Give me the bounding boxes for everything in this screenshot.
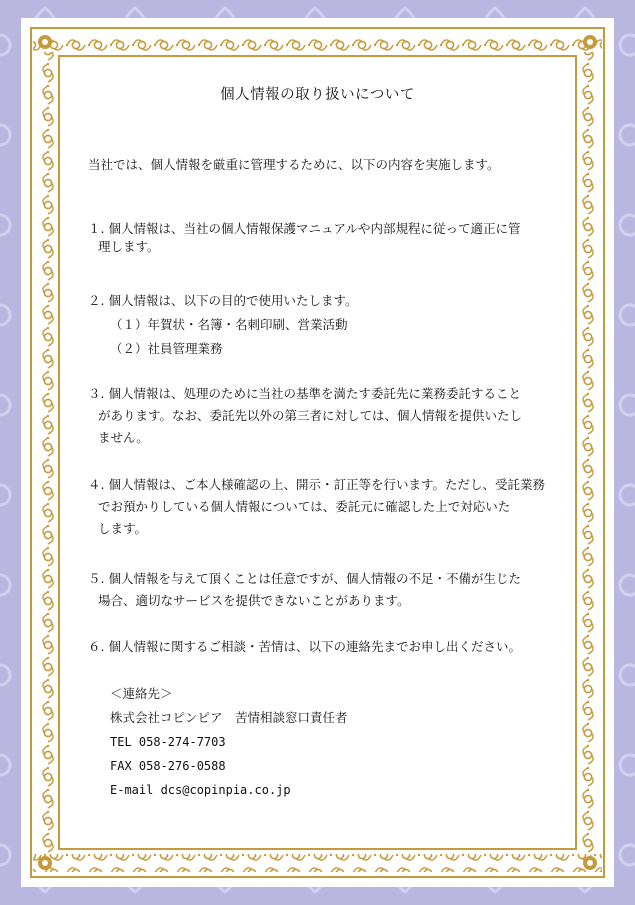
policy-item-4	[88, 476, 566, 538]
item-1-line-1: １. 個人情報は、当社の個人情報保護マニュアルや内部規程に従って適正に管	[88, 221, 521, 236]
item-3-line-1: ３. 個人情報は、処理のために当社の基準を満たす委託先に業務委託すること	[88, 386, 521, 401]
item-3-line-3: ません。	[98, 430, 149, 445]
item-5-line-2: 場合、適切なサービスを提供できないことがあります。	[98, 593, 410, 608]
document-title: 個人情報の取り扱いについて	[220, 87, 415, 103]
item-2-line-1: ２. 個人情報は、以下の目的で使用いたします。	[88, 293, 358, 308]
item-4-line-3: します。	[98, 521, 148, 536]
policy-item-6	[88, 638, 566, 656]
item-2-sub-1: （１）年賀状・名簿・名刺印刷、営業活動	[110, 317, 348, 332]
contact-email: E-mail dcs@copinpia.co.jp	[110, 783, 291, 797]
policy-item-3	[88, 385, 566, 447]
item-1-line-2: 理します。	[98, 239, 160, 254]
intro-text: 当社では、個人情報を厳重に管理するために、以下の内容を実施します。	[88, 157, 500, 172]
contact-block	[110, 682, 348, 802]
policy-item-2	[88, 292, 566, 358]
item-4-line-1: ４. 個人情報は、ご本人様確認の上、開示・訂正等を行います。ただし、受託業務	[88, 477, 545, 492]
item-2-sub-2: （２）社員管理業務	[110, 341, 223, 356]
item-6-line-1: ６. 個人情報に関するご相談・苦情は、以下の連絡先までお申し出ください。	[88, 639, 521, 654]
policy-item-5	[88, 570, 566, 610]
item-5-line-1: ５. 個人情報を与えて頂くことは任意ですが、個人情報の不足・不備が生じた	[88, 571, 521, 586]
contact-company: 株式会社コピンピア 苦情相談窓口責任者	[110, 710, 348, 725]
item-4-line-2: でお預かりしている個人情報については、委託元に確認した上で対応いた	[98, 499, 511, 514]
contact-heading: ＜連絡先＞	[110, 686, 173, 701]
item-3-line-2: があります。なお、委託先以外の第三者に対しては、個人情報を提供いたし	[98, 408, 523, 423]
policy-item-1	[88, 220, 566, 256]
contact-fax: FAX 058-276-0588	[110, 759, 226, 773]
contact-tel: TEL 058-274-7703	[110, 735, 226, 749]
